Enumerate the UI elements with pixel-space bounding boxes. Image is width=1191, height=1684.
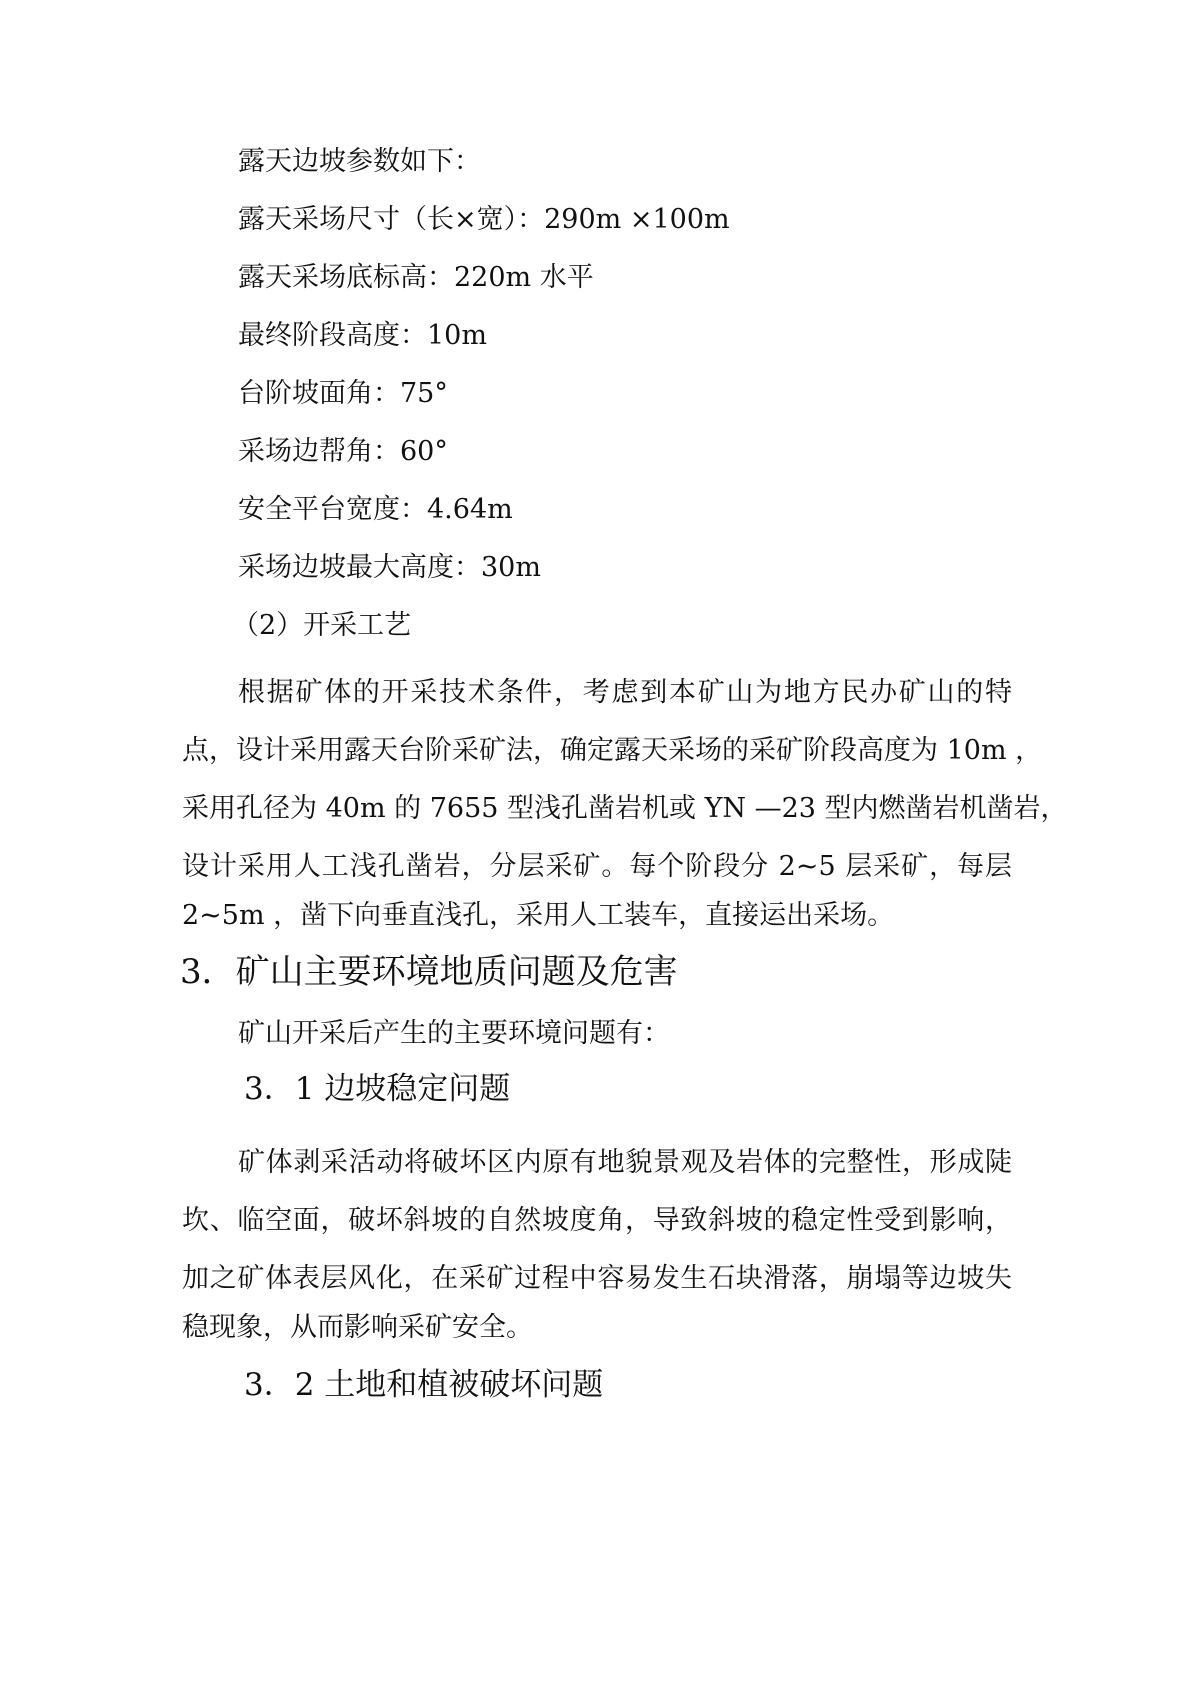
section-3-intro: 矿山开采后产生的主要环境问题有：	[238, 1018, 670, 1049]
bench-slope-angle-line: 台阶坡面角：75°	[238, 378, 448, 409]
slope-params-intro: 露天边坡参数如下：	[238, 146, 481, 177]
para1-line-2: 点，设计采用露天台阶采矿法，确定露天采场的采矿阶段高度为 10m ，	[182, 735, 1043, 766]
para1-line-3: 采用孔径为 40m 的 7655 型浅孔凿岩机或 YN —23 型内燃凿岩机凿岩，	[182, 793, 1068, 824]
para2-line-4: 稳现象，从而影响采矿安全。	[182, 1312, 533, 1343]
final-bench-height-line: 最终阶段高度：10m	[238, 320, 487, 351]
section-3-2-heading: 3．2 土地和植被破坏问题	[244, 1367, 604, 1403]
para1-line-1: 根据矿体的开采技术条件，考虑到本矿山为地方民办矿山的特	[238, 677, 1012, 708]
section-3-heading: 3．矿山主要环境地质问题及危害	[180, 952, 678, 992]
section-3-1-heading: 3．1 边坡稳定问题	[244, 1071, 511, 1107]
para2-line-3: 加之矿体表层风化，在采矿过程中容易发生石块滑落，崩塌等边坡失	[182, 1263, 1012, 1294]
pit-wall-angle-line: 采场边帮角：60°	[238, 436, 448, 467]
max-slope-height-line: 采场边坡最大高度：30m	[238, 552, 541, 583]
para2-line-1: 矿体剥采活动将破坏区内原有地貌景观及岩体的完整性，形成陡	[238, 1147, 1012, 1178]
safety-berm-width-line: 安全平台宽度：4.64m	[238, 494, 513, 525]
pit-bottom-elevation-line: 露天采场底标高：220m 水平	[238, 262, 594, 293]
mining-process-subheading: （2）开采工艺	[232, 610, 412, 641]
pit-size-line: 露天采场尺寸（长×宽）：290m ×100m	[238, 204, 730, 235]
para1-line-5: 2~5m ，凿下向垂直浅孔，采用人工装车，直接运出采场。	[182, 900, 895, 931]
para2-line-2: 坎、临空面，破坏斜坡的自然坡度角，导致斜坡的稳定性受到影响，	[182, 1205, 1012, 1236]
para1-line-4: 设计采用人工浅孔凿岩，分层采矿。每个阶段分 2~5 层采矿，每层	[182, 851, 1012, 882]
